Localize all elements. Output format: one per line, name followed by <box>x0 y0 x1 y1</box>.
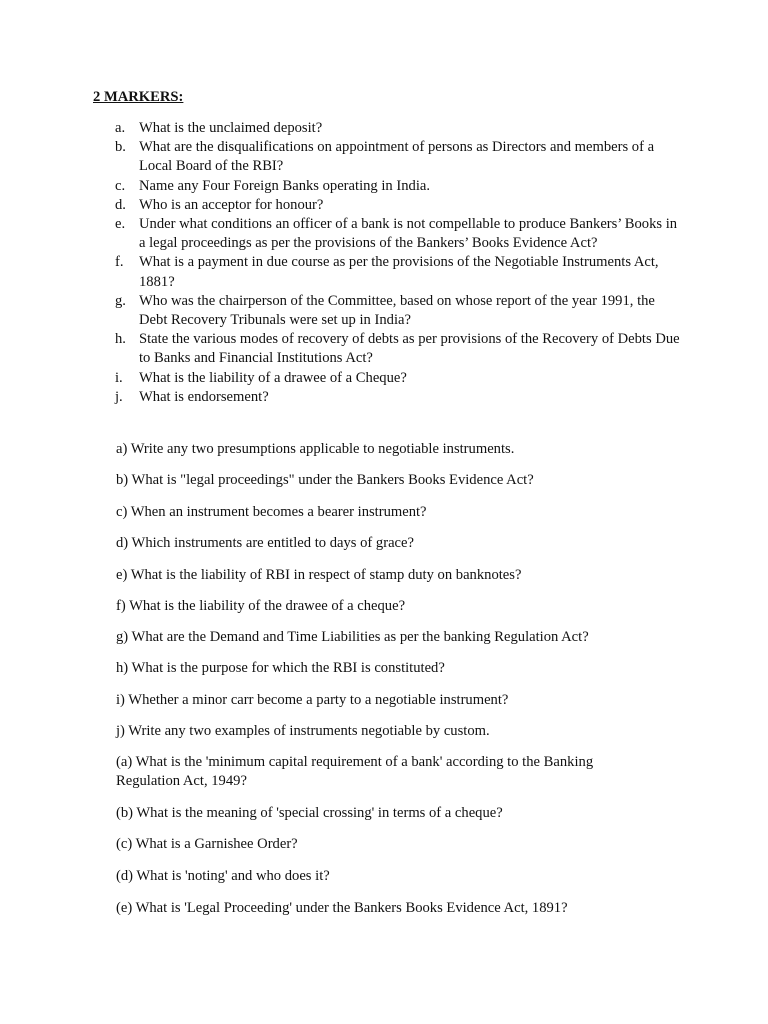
list-item-text: Who was the chairperson of the Committee, based on whose report of the year 1991, the Debt Recovery Tribunals were set up in India? <box>139 292 655 329</box>
question-paragraph: (e) What is 'Legal Proceeding' under the Bankers Books Evidence Act, 1891? <box>116 900 568 916</box>
question-paragraph: i) Whether a minor carr become a party to a negotiable instrument? <box>116 692 509 708</box>
list-item-text: What is the unclaimed deposit? <box>139 120 323 136</box>
list-marker: j. <box>115 388 123 405</box>
list-item <box>93 292 683 330</box>
question-paragraph: (a) What is the 'minimum capital requirement of a bank' according to the Banking Regulation Act, 1949? <box>116 754 594 790</box>
list-marker: i. <box>115 369 123 386</box>
question-paragraph: j) Write any two examples of instruments negotiable by custom. <box>116 723 490 739</box>
question-paragraph: (b) What is the meaning of 'special crossing' in terms of a cheque? <box>116 805 503 821</box>
list-item-text: What is the liability of a drawee of a Cheque? <box>139 369 407 386</box>
section-heading: 2 MARKERS: <box>93 89 184 105</box>
question-paragraph: h) What is the purpose for which the RBI is constituted? <box>116 660 445 676</box>
list-item <box>93 215 683 253</box>
list-item <box>93 388 683 407</box>
question-paragraph: f) What is the liability of the drawee of a cheque? <box>116 598 406 614</box>
list-item <box>93 330 683 368</box>
list-marker: h. <box>115 331 126 348</box>
list-marker: g. <box>115 292 126 309</box>
question-paragraph: a) Write any two presumptions applicable to negotiable instruments. <box>116 441 515 457</box>
list-item <box>93 253 683 291</box>
list-item-text: Under what conditions an officer of a bank is not compellable to produce Bankers’ Books in a legal proceedings as per the provisions of the Bankers’ Books Evidence Act? <box>139 216 678 252</box>
list-marker: e. <box>115 216 126 233</box>
list-item-text: What is endorsement? <box>139 388 269 405</box>
list-item-text: What are the disqualifications on appointment of persons as Directors and members of a Local Board of the RBI? <box>139 139 655 175</box>
list-marker: f. <box>115 254 124 271</box>
list-item <box>93 196 683 215</box>
list-item-text: What is a payment in due course as per the provisions of the Negotiable Instruments Act, 1881? <box>139 254 659 290</box>
list-marker: b. <box>115 139 126 156</box>
list-item <box>93 369 683 388</box>
question-paragraph: (c) What is a Garnishee Order? <box>116 836 298 852</box>
question-paragraph: d) Which instruments are entitled to days of grace? <box>116 535 414 551</box>
question-paragraph: c) When an instrument becomes a bearer instrument? <box>116 504 427 520</box>
list-marker: a. <box>115 120 126 136</box>
list-item-text: State the various modes of recovery of debts as per provisions of the Recovery of Debts Due to Banks and Financial Institutions Act? <box>139 331 680 367</box>
list-marker: c. <box>115 177 126 194</box>
question-paragraph: g) What are the Demand and Time Liabilities as per the banking Regulation Act? <box>116 629 589 645</box>
question-paragraph: b) What is "legal proceedings" under the Bankers Books Evidence Act? <box>116 472 534 488</box>
question-paragraph: e) What is the liability of RBI in respect of stamp duty on banknotes? <box>116 567 522 583</box>
question-list <box>93 119 683 407</box>
list-item-text: Who is an acceptor for honour? <box>139 196 324 213</box>
list-item <box>93 119 683 138</box>
list-item-text: Name any Four Foreign Banks operating in India. <box>139 177 431 194</box>
list-marker: d. <box>115 196 126 213</box>
list-item <box>93 177 683 196</box>
question-paragraph: (d) What is 'noting' and who does it? <box>116 868 330 884</box>
list-item <box>93 138 683 176</box>
